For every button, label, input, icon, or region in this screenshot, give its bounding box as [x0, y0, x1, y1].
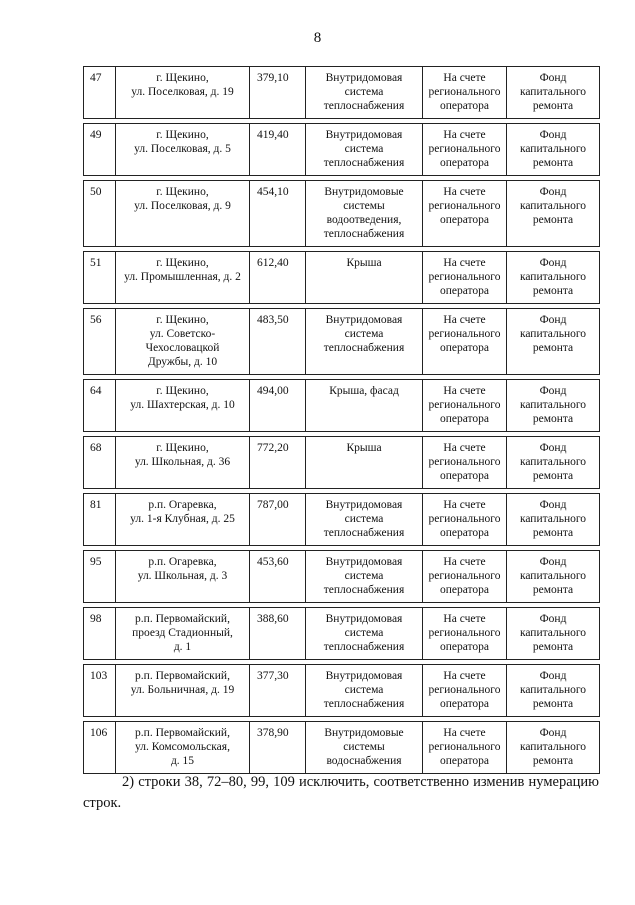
- account-cell: [423, 181, 507, 247]
- work-type-cell-line: Внутридомовая: [325, 129, 403, 141]
- account-cell-line: На счете: [443, 670, 486, 682]
- fund-cell-line: Фонд: [539, 499, 567, 511]
- work-type-cell-line: система: [344, 513, 384, 525]
- work-type-cell-line: теплоснабжения: [323, 100, 405, 112]
- work-type-cell-line: Внутридомовые: [324, 186, 404, 198]
- account-cell-line: регионального: [428, 328, 501, 340]
- area-cell: 483,50: [250, 309, 306, 375]
- address-cell-line: г. Щекино,: [156, 314, 209, 326]
- work-type-cell: [306, 608, 423, 660]
- address-cell-line: проезд Стадионный,: [132, 627, 233, 639]
- area-cell: 378,90: [250, 722, 306, 774]
- fund-cell-line: капитального: [519, 627, 587, 639]
- account-cell-line: На счете: [443, 385, 486, 397]
- account-cell: [423, 252, 507, 304]
- address-cell-line: р.п. Огаревка,: [148, 499, 217, 511]
- account-cell-line: регионального: [428, 513, 501, 525]
- address-cell-line: ул. Комсомольская,: [135, 741, 230, 753]
- table-row: [84, 665, 600, 717]
- address-cell-line: р.п. Первомайский,: [135, 613, 230, 625]
- account-cell: [423, 494, 507, 546]
- fund-cell-line: капитального: [519, 271, 587, 283]
- work-type-cell-line: теплоснабжения: [323, 527, 405, 539]
- work-type-cell-line: теплоснабжения: [323, 228, 405, 240]
- account-cell-line: оператора: [439, 755, 490, 767]
- area-cell: 419,40: [250, 124, 306, 176]
- fund-cell-line: Фонд: [539, 613, 567, 625]
- address-cell-line: ул. Больничная, д. 19: [130, 684, 235, 696]
- address-cell: [116, 665, 250, 717]
- address-cell-line: г. Щекино,: [156, 385, 209, 397]
- fund-cell-line: Фонд: [539, 129, 567, 141]
- address-cell: [116, 608, 250, 660]
- work-type-cell: [306, 494, 423, 546]
- work-type-cell-line: Крыша: [346, 257, 382, 269]
- table-row: [84, 309, 600, 375]
- fund-cell-line: Фонд: [539, 556, 567, 568]
- work-type-cell: [306, 67, 423, 119]
- area-cell: 494,00: [250, 380, 306, 432]
- fund-cell-line: ремонта: [532, 584, 574, 596]
- address-cell-line: Дружбы, д. 10: [147, 356, 218, 368]
- account-cell-line: регионального: [428, 271, 501, 283]
- area-cell: 612,40: [250, 252, 306, 304]
- account-cell-line: На счете: [443, 72, 486, 84]
- account-cell-line: оператора: [439, 413, 490, 425]
- account-cell-line: регионального: [428, 627, 501, 639]
- account-cell: [423, 722, 507, 774]
- account-cell-line: На счете: [443, 727, 486, 739]
- fund-cell-line: капитального: [519, 513, 587, 525]
- work-type-cell: [306, 665, 423, 717]
- page-number: 8: [313, 30, 322, 46]
- fund-cell-line: Фонд: [539, 670, 567, 682]
- account-cell-line: оператора: [439, 584, 490, 596]
- fund-cell: [507, 181, 600, 247]
- table-row: [84, 722, 600, 774]
- work-type-cell: [306, 437, 423, 489]
- address-cell: [116, 309, 250, 375]
- account-cell-line: оператора: [439, 285, 490, 297]
- account-cell-line: оператора: [439, 527, 490, 539]
- work-type-cell-line: система: [344, 328, 384, 340]
- work-type-cell-line: теплоснабжения: [323, 584, 405, 596]
- account-cell-line: оператора: [439, 470, 490, 482]
- account-cell: [423, 380, 507, 432]
- fund-cell-line: ремонта: [532, 698, 574, 710]
- account-cell-line: оператора: [439, 641, 490, 653]
- address-cell: [116, 551, 250, 603]
- account-cell-line: регионального: [428, 570, 501, 582]
- area-cell: 454,10: [250, 181, 306, 247]
- account-cell-line: регионального: [428, 399, 501, 411]
- table-row: [84, 437, 600, 489]
- account-cell-line: регионального: [428, 741, 501, 753]
- account-cell: [423, 67, 507, 119]
- address-cell-line: ул. Поселковая, д. 9: [134, 200, 231, 212]
- fund-cell-line: ремонта: [532, 413, 574, 425]
- address-cell-line: ул. Школьная, д. 3: [137, 570, 228, 582]
- fund-cell: [507, 252, 600, 304]
- work-type-cell-line: система: [344, 570, 384, 582]
- fund-cell: [507, 380, 600, 432]
- work-type-cell: [306, 252, 423, 304]
- work-type-cell-line: теплоснабжения: [323, 641, 405, 653]
- fund-cell-line: капитального: [519, 456, 587, 468]
- account-cell-line: оператора: [439, 342, 490, 354]
- row-number: 68: [84, 437, 116, 489]
- address-cell: [116, 437, 250, 489]
- address-cell-line: д. 1: [173, 641, 192, 653]
- work-type-cell-line: Крыша, фасад: [329, 385, 399, 397]
- fund-cell: [507, 437, 600, 489]
- fund-cell-line: капитального: [519, 143, 587, 155]
- table-row: [84, 608, 600, 660]
- address-cell-line: ул. Поселковая, д. 5: [134, 143, 231, 155]
- table-row: [84, 252, 600, 304]
- area-cell: 453,60: [250, 551, 306, 603]
- account-cell-line: На счете: [443, 129, 486, 141]
- address-cell-line: г. Щекино,: [156, 129, 209, 141]
- account-cell-line: регионального: [428, 86, 501, 98]
- fund-cell-line: капитального: [519, 570, 587, 582]
- fund-cell-line: Фонд: [539, 257, 567, 269]
- row-number: 56: [84, 309, 116, 375]
- account-cell: [423, 551, 507, 603]
- fund-cell-line: Фонд: [539, 186, 567, 198]
- table-row: [84, 181, 600, 247]
- account-cell-line: На счете: [443, 186, 486, 198]
- address-cell: [116, 722, 250, 774]
- work-type-cell-line: Крыша: [346, 442, 382, 454]
- account-cell-line: оператора: [439, 157, 490, 169]
- fund-cell: [507, 309, 600, 375]
- work-type-cell: [306, 551, 423, 603]
- address-cell-line: г. Щекино,: [156, 72, 209, 84]
- fund-cell-line: капитального: [519, 684, 587, 696]
- account-cell: [423, 124, 507, 176]
- table-row: [84, 380, 600, 432]
- address-cell-line: ул. Поселковая, д. 19: [131, 86, 234, 98]
- fund-cell-line: ремонта: [532, 100, 574, 112]
- fund-cell: [507, 722, 600, 774]
- work-type-cell-line: системы: [343, 200, 385, 212]
- fund-cell-line: ремонта: [532, 641, 574, 653]
- area-cell: 388,60: [250, 608, 306, 660]
- work-type-cell-line: система: [344, 143, 384, 155]
- fund-cell-line: Фонд: [539, 72, 567, 84]
- address-cell: [116, 252, 250, 304]
- work-type-cell: [306, 380, 423, 432]
- account-cell-line: регионального: [428, 143, 501, 155]
- address-cell-line: ул. 1-я Клубная, д. 25: [130, 513, 235, 525]
- fund-cell-line: Фонд: [539, 727, 567, 739]
- address-cell: [116, 380, 250, 432]
- fund-cell-line: капитального: [519, 86, 587, 98]
- work-type-cell: [306, 309, 423, 375]
- work-type-cell-line: Внутридомовая: [325, 613, 403, 625]
- table-row: [84, 494, 600, 546]
- address-cell-line: г. Щекино,: [156, 442, 209, 454]
- account-cell: [423, 665, 507, 717]
- account-cell-line: На счете: [443, 556, 486, 568]
- amendment-paragraph: 2) строки 38, 72–80, 99, 109 исключить, соответственно изменив нумерацию строк.: [83, 774, 599, 811]
- fund-cell-line: Фонд: [539, 442, 567, 454]
- fund-cell-line: Фонд: [539, 314, 567, 326]
- address-cell-line: ул. Промышленная, д. 2: [124, 271, 241, 283]
- row-number: 47: [84, 67, 116, 119]
- work-type-cell-line: Внутридомовая: [325, 556, 403, 568]
- account-cell-line: На счете: [443, 499, 486, 511]
- work-type-cell-line: системы: [343, 741, 385, 753]
- table-row: [84, 67, 600, 119]
- fund-cell: [507, 608, 600, 660]
- row-number: 103: [84, 665, 116, 717]
- fund-cell-line: Фонд: [539, 385, 567, 397]
- account-cell-line: оператора: [439, 214, 490, 226]
- row-number: 106: [84, 722, 116, 774]
- work-type-cell-line: Внутридомовая: [325, 72, 403, 84]
- register-table-body: [84, 67, 600, 774]
- address-cell-line: р.п. Первомайский,: [135, 670, 230, 682]
- row-number: 51: [84, 252, 116, 304]
- fund-cell-line: ремонта: [532, 214, 574, 226]
- row-number: 64: [84, 380, 116, 432]
- register-table: [83, 66, 600, 774]
- work-type-cell-line: теплоснабжения: [323, 698, 405, 710]
- fund-cell-line: капитального: [519, 328, 587, 340]
- row-number: 81: [84, 494, 116, 546]
- table-row: [84, 124, 600, 176]
- fund-cell-line: ремонта: [532, 157, 574, 169]
- work-type-cell-line: Внутридомовая: [325, 670, 403, 682]
- fund-cell-line: капитального: [519, 399, 587, 411]
- fund-cell-line: капитального: [519, 741, 587, 753]
- account-cell-line: На счете: [443, 442, 486, 454]
- address-cell-line: р.п. Первомайский,: [135, 727, 230, 739]
- account-cell-line: оператора: [439, 100, 490, 112]
- fund-cell: [507, 551, 600, 603]
- fund-cell-line: ремонта: [532, 527, 574, 539]
- area-cell: 772,20: [250, 437, 306, 489]
- work-type-cell: [306, 124, 423, 176]
- account-cell-line: регионального: [428, 456, 501, 468]
- address-cell-line: ул. Советско-: [149, 328, 216, 340]
- address-cell-line: д. 15: [170, 755, 195, 767]
- work-type-cell: [306, 722, 423, 774]
- address-cell: [116, 181, 250, 247]
- account-cell: [423, 608, 507, 660]
- fund-cell-line: капитального: [519, 200, 587, 212]
- address-cell-line: г. Щекино,: [156, 186, 209, 198]
- fund-cell: [507, 665, 600, 717]
- area-cell: 379,10: [250, 67, 306, 119]
- row-number: 49: [84, 124, 116, 176]
- work-type-cell: [306, 181, 423, 247]
- fund-cell-line: ремонта: [532, 470, 574, 482]
- area-cell: 377,30: [250, 665, 306, 717]
- account-cell-line: оператора: [439, 698, 490, 710]
- fund-cell: [507, 494, 600, 546]
- row-number: 98: [84, 608, 116, 660]
- address-cell-line: Чехословацкой: [145, 342, 220, 354]
- fund-cell: [507, 67, 600, 119]
- work-type-cell-line: теплоснабжения: [323, 342, 405, 354]
- address-cell-line: ул. Школьная, д. 36: [134, 456, 231, 468]
- account-cell-line: На счете: [443, 314, 486, 326]
- work-type-cell-line: теплоснабжения: [323, 157, 405, 169]
- fund-cell-line: ремонта: [532, 755, 574, 767]
- fund-cell-line: ремонта: [532, 342, 574, 354]
- work-type-cell-line: водоснабжения: [326, 755, 402, 767]
- area-cell: 787,00: [250, 494, 306, 546]
- account-cell: [423, 437, 507, 489]
- account-cell-line: На счете: [443, 257, 486, 269]
- address-cell-line: ул. Шахтерская, д. 10: [130, 399, 235, 411]
- work-type-cell-line: система: [344, 86, 384, 98]
- work-type-cell-line: Внутридомовая: [325, 499, 403, 511]
- row-number: 95: [84, 551, 116, 603]
- account-cell-line: регионального: [428, 200, 501, 212]
- work-type-cell-line: Внутридомовые: [324, 727, 404, 739]
- work-type-cell-line: водоотведения,: [326, 214, 402, 226]
- account-cell: [423, 309, 507, 375]
- account-cell-line: регионального: [428, 684, 501, 696]
- work-type-cell-line: система: [344, 627, 384, 639]
- work-type-cell-line: Внутридомовая: [325, 314, 403, 326]
- work-type-cell-line: система: [344, 684, 384, 696]
- address-cell: [116, 124, 250, 176]
- fund-cell-line: ремонта: [532, 285, 574, 297]
- address-cell: [116, 494, 250, 546]
- account-cell-line: На счете: [443, 613, 486, 625]
- row-number: 50: [84, 181, 116, 247]
- address-cell: [116, 67, 250, 119]
- address-cell-line: г. Щекино,: [156, 257, 209, 269]
- table-row: [84, 551, 600, 603]
- fund-cell: [507, 124, 600, 176]
- address-cell-line: р.п. Огаревка,: [148, 556, 217, 568]
